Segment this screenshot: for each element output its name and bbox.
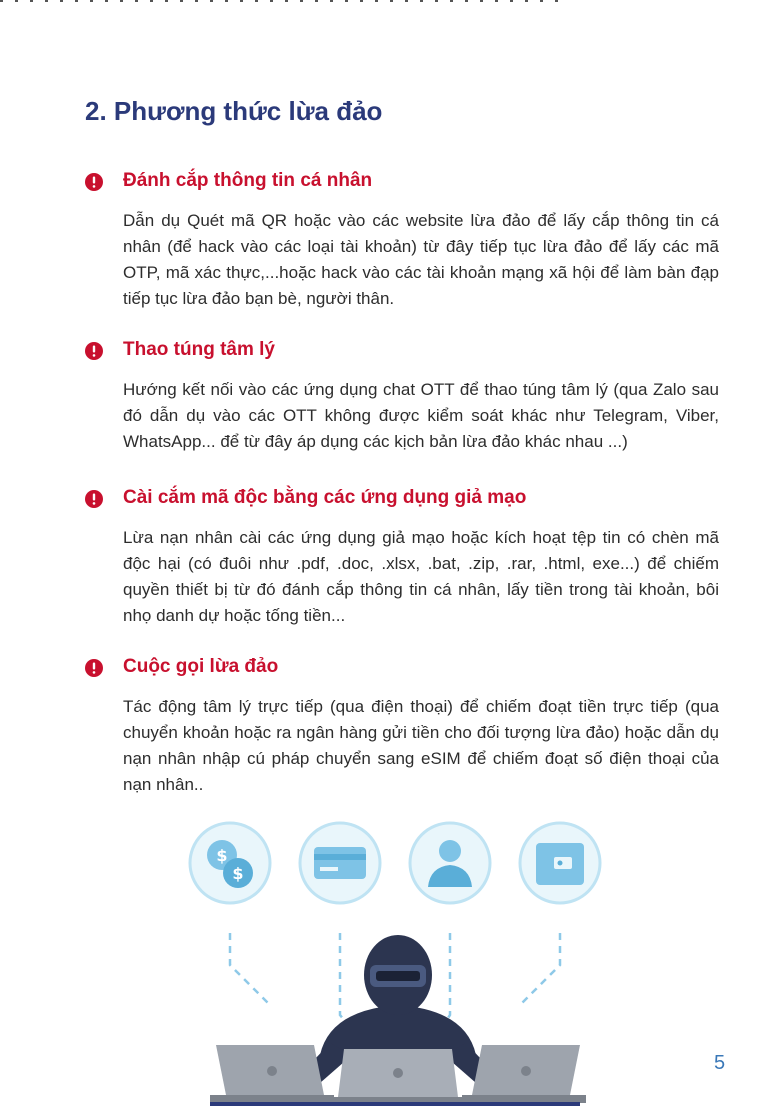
money-icon [190,823,270,903]
person-icon [410,823,490,903]
alert-icon [85,173,103,191]
wallet-icon [520,823,600,903]
credit-card-icon [300,823,380,903]
page-title: 2. Phương thức lừa đảo [85,96,383,126]
hacker-illustration [180,815,620,1106]
laptop-center [330,1049,466,1105]
alert-icon [85,342,103,360]
svg-text:$: $ [216,846,228,865]
section-heading: Thao túng tâm lý [123,339,275,360]
section-body: Dẫn dụ Quét mã QR hoặc vào các website lừa đảo để lấy cắp thông tin cá nhân (để hack vào các loại tài khoản) từ đây tiếp tục lừa đảo để lấy các mã OTP, mã xác thực,...hoặc hack vào các tài khoản mạng xã hội để làm bàn đạp tiếp tục lừa đảo bạn bè, người thân. [123,211,719,308]
section-psychological-manipulation [85,339,725,455]
section-fake-apps-malware [85,487,725,629]
section-scam-calls [85,656,725,798]
section-heading-row [85,170,725,198]
page-number: 5 [714,1052,726,1074]
laptop-right [462,1045,586,1103]
section-body: Hướng kết nối vào các ứng dụng chat OTT để thao túng tâm lý (qua Zalo sau đó dẫn dụ vào các OTT không được kiểm soát khác như Telegram, Viber, WhatsApp... để từ đây áp dụng các kịch bản lừa đảo khác nhau ...) [123,380,719,451]
alert-icon [85,490,103,508]
section-heading-row [85,339,725,367]
section-body: Tác động tâm lý trực tiếp (qua điện thoại) để chiếm đoạt tiền trực tiếp (qua chuyển khoản hoặc ra ngân hàng gửi tiền cho đối tượng lừa đảo) hoặc dẫn dụ nạn nhân nhập cú pháp chuyển sang eSIM để chiếm đoạt số điện thoại của nạn nhân.. [123,697,719,794]
section-personal-info-theft [85,170,725,312]
section-heading: Cài cắm mã độc bằng các ứng dụng giả mạo [123,487,527,508]
laptop-left [210,1045,334,1103]
svg-text:$: $ [232,864,244,883]
alert-icon [85,659,103,677]
section-body: Lừa nạn nhân cài các ứng dụng giả mạo hoặc kích hoạt tệp tin có chèn mã độc hại (có đuôi như .pdf, .doc, .xlsx, .bat, .zip, .rar, .html, exe...) để chiếm quyền thiết bị từ đó đánh cắp thông tin cá nhân, lấy tiền trong tài khoản, bôi nhọ danh dự hoặc tống tiền... [123,528,719,625]
section-heading-row [85,656,725,684]
desk-line [210,1102,580,1106]
section-heading: Cuộc gọi lừa đảo [123,656,279,677]
section-heading: Đánh cắp thông tin cá nhân [123,170,373,191]
section-heading-row [85,487,725,515]
top-decoration [0,0,779,6]
